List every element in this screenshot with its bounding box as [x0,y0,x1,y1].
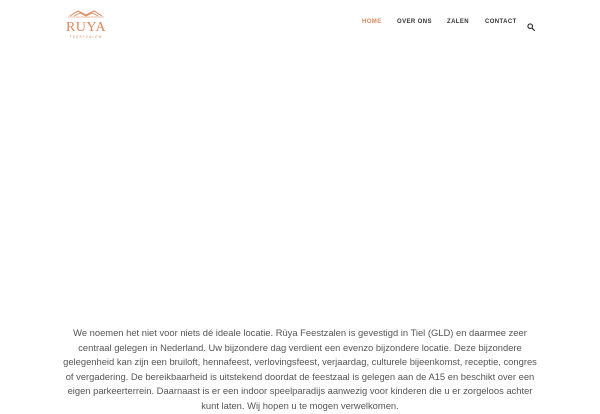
nav-item-contact[interactable]: CONTACT [485,19,517,25]
ruya-logo[interactable] [60,7,112,41]
site-header [0,0,600,48]
nav-item-home[interactable]: HOME [362,19,382,25]
ruya-logo-graphic [60,7,112,41]
nav-item-over-ons[interactable]: OVER ONS [397,19,432,25]
search-icon[interactable] [527,18,535,26]
logo-tagline: FEESTZALEN [69,35,103,39]
logo-wordmark: RUYA [65,20,107,35]
intro-text: We noemen het niet voor niets dé ideale locatie. Rüya Feestzalen is gevestigd in Tiel (GLD) en daarmee zeer centraal gelegen in Nederland. Uw bijzondere dag verdient een evenzo bijzondere locatie. Deze bijzondere gelegenheid kan zijn een bruiloft, hennafeest, verlovingsfeest, verjaardag, culturele bijeenkomst, receptie, congres of vergadering. De bereikbaarheid is uitstekend doordat de feestzaal is gelegen aan de A15 en beschikt over een eigen parkeerterrein. Daarnaast is er een indoor speelparadijs aanwezig voor kinderen die u er zorgeloos achter kunt laten. Wij hopen u te mogen verwelkomen. [63,327,537,411]
nav-item-zalen[interactable]: ZALEN [447,19,469,25]
